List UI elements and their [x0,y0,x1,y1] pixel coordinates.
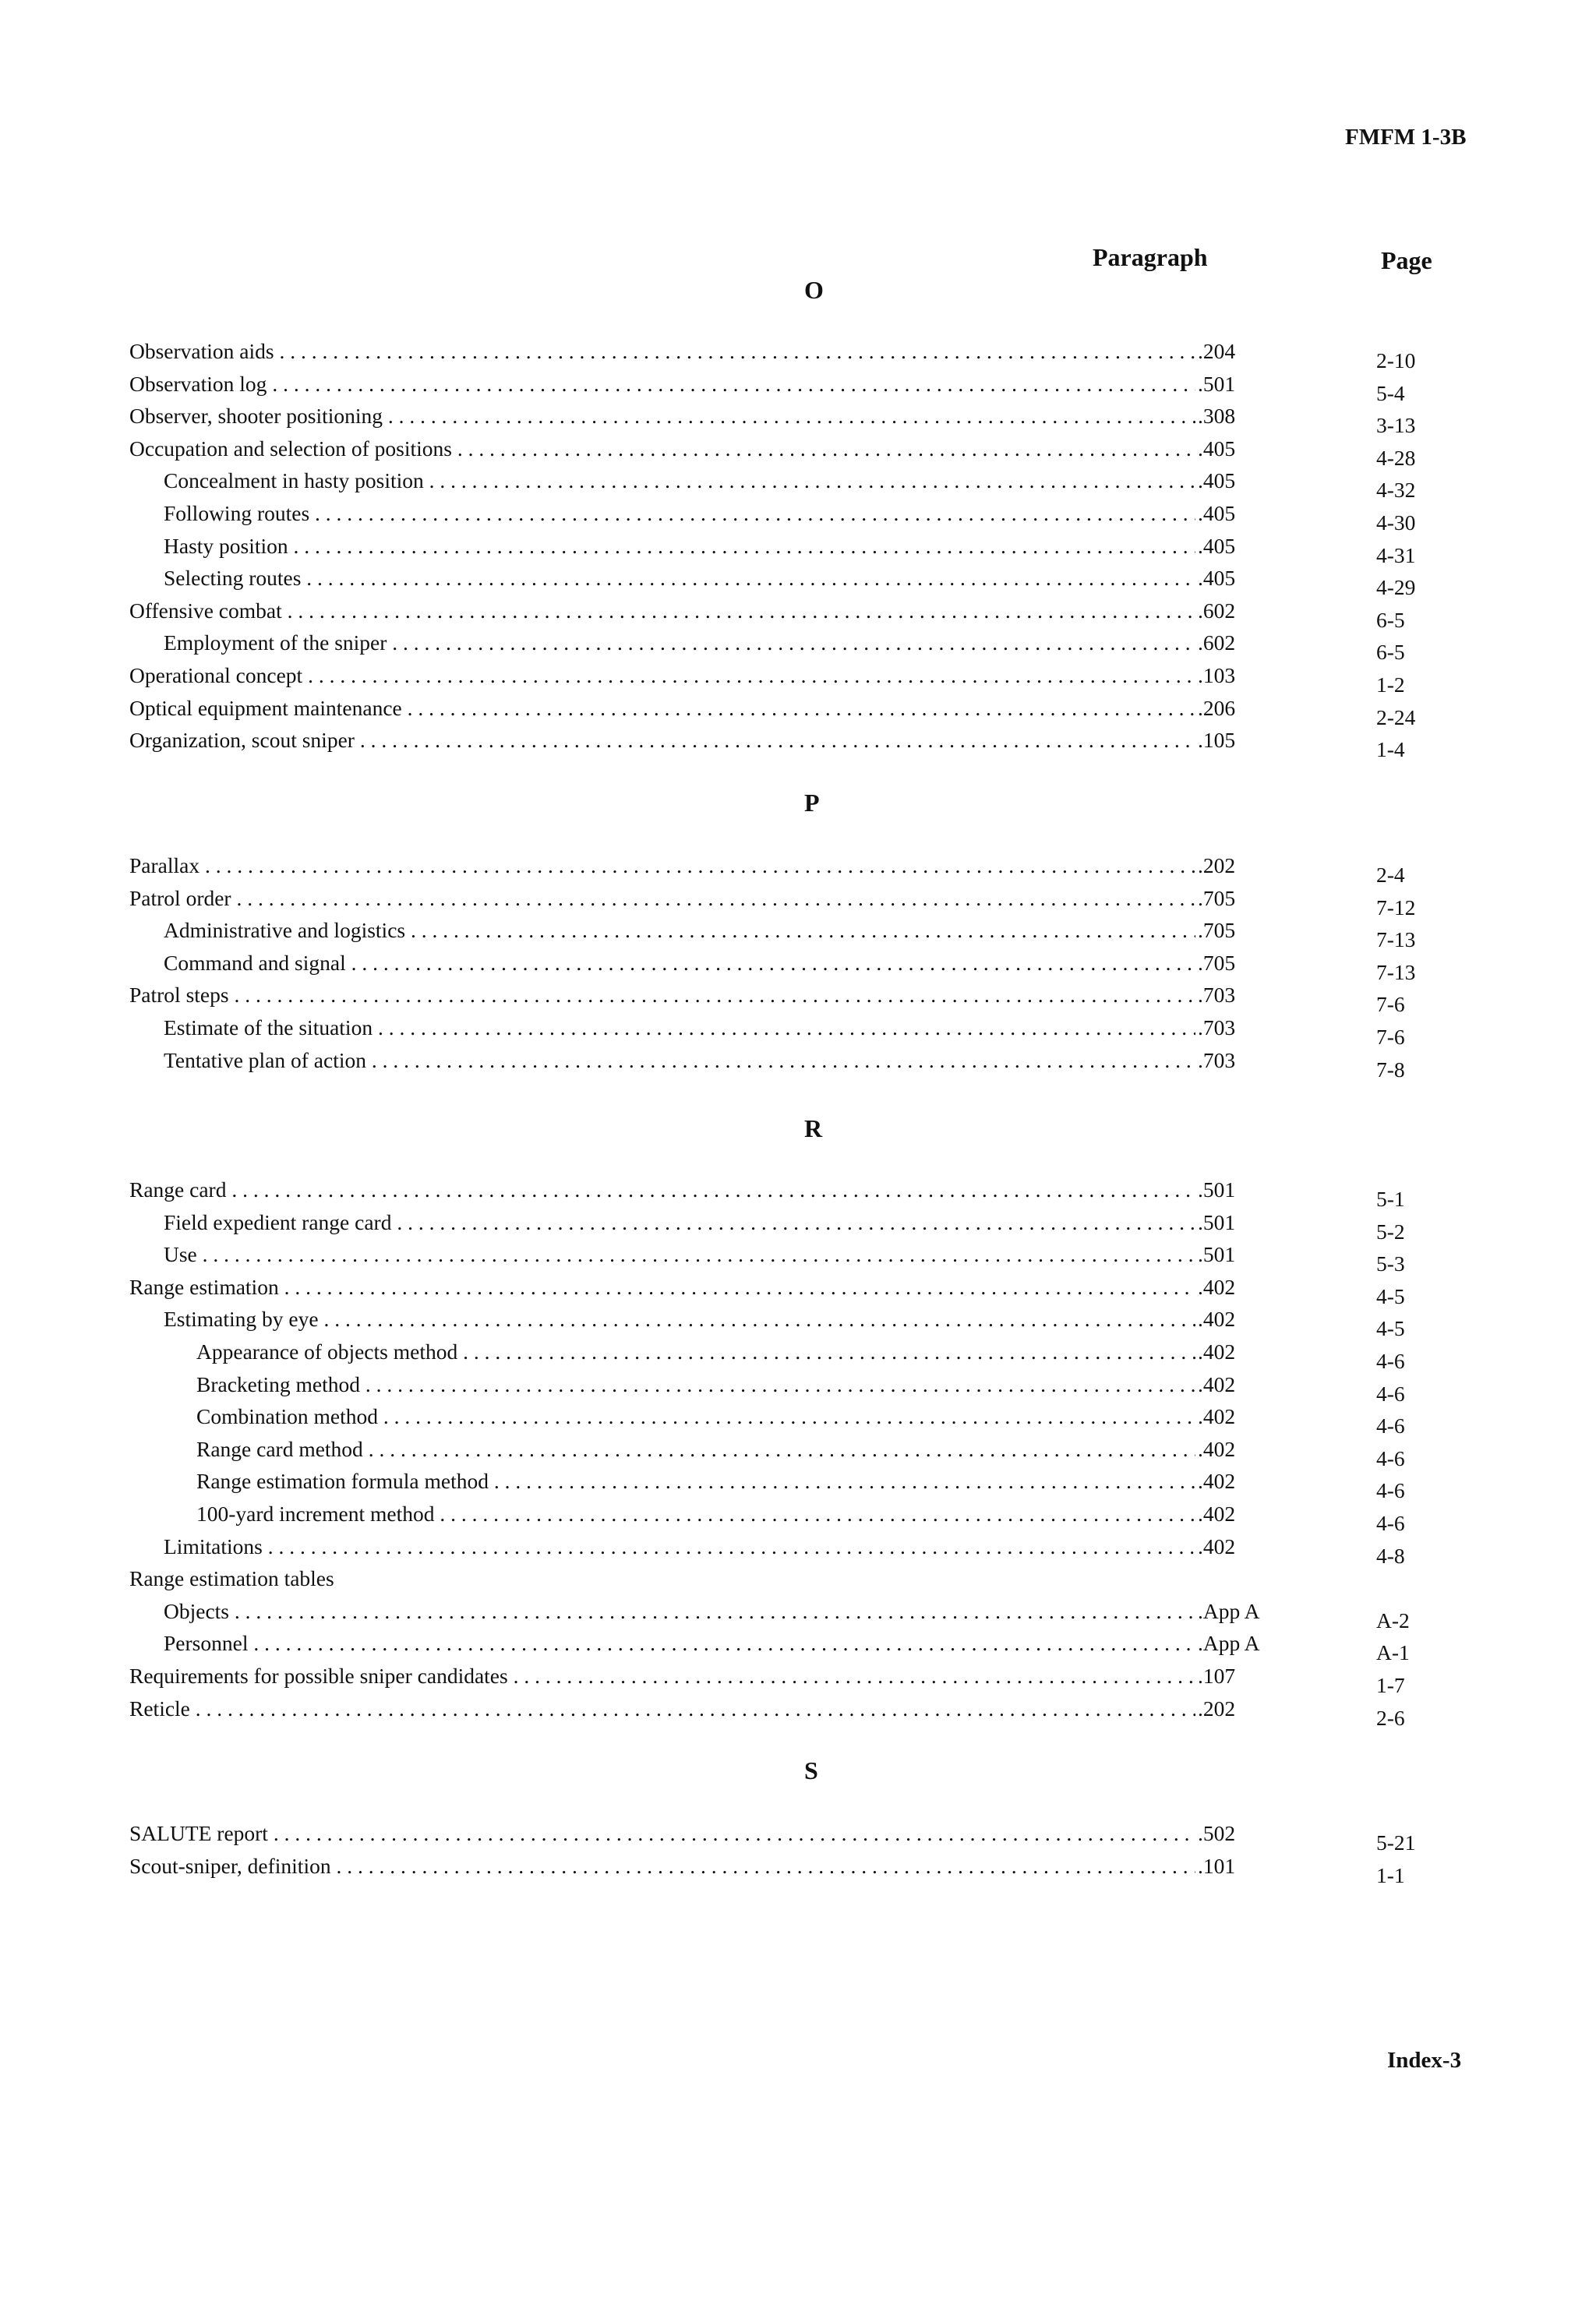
entry-paragraph: .206 [1195,695,1235,722]
entry-paragraph: .502 [1195,1820,1235,1847]
section-letter: O [804,276,824,304]
entry-page: 5-3 [1376,1251,1405,1276]
entry-page: 1-2 [1376,672,1405,697]
entry-term: Following routes . . . [129,500,1195,527]
entry-paragraph: .402 [1195,1274,1235,1301]
entry-page: 6-5 [1376,607,1405,632]
entry-page: 5-1 [1376,1187,1405,1211]
entry-paragraph: .107 [1195,1663,1235,1689]
entry-paragraph: .501 [1195,371,1235,397]
entry-term: Occupation and selection of positions . . . [129,436,1195,462]
entry-page: 4-6 [1376,1510,1405,1535]
document-id: FMFM 1-3B [1345,125,1467,150]
entry-page: 4-31 [1376,542,1416,567]
entry-paragraph: .405 [1195,500,1235,527]
entry-page: 4-29 [1376,575,1416,600]
entry-paragraph: .405 [1195,533,1235,559]
section-letter: P [804,789,820,817]
section-letter: S [804,1756,818,1784]
entry-paragraph: .105 [1195,727,1235,754]
entry-term: Bracketing method . . . [129,1371,1195,1398]
entry-term: Requirements for possible sniper candidates . . . [129,1663,1195,1689]
entry-paragraph: .402 [1195,1501,1235,1527]
entry-paragraph: .501 [1195,1209,1235,1236]
entry-paragraph: .405 [1195,436,1235,462]
entry-term: Organization, scout sniper . . . [129,727,1195,754]
entry-term: 100-yard increment method . . . [129,1501,1195,1527]
entry-paragraph: .402 [1195,1403,1235,1430]
entry-term: Administrative and logistics . . . [129,917,1195,944]
entry-term: Offensive combat . . . [129,598,1195,624]
entry-paragraph: .501 [1195,1241,1235,1268]
entry-page: 4-32 [1376,478,1416,503]
entry-page: 7-6 [1376,1024,1405,1049]
entry-page: 2-6 [1376,1705,1405,1730]
entry-paragraph: .405 [1195,565,1235,591]
entry-page: 3-13 [1376,413,1416,438]
entry-paragraph: .602 [1195,598,1235,624]
entry-term: Selecting routes . . . [129,565,1195,591]
entry-page: 2-24 [1376,704,1416,729]
entry-paragraph: .204 [1195,338,1235,365]
entry-term: Range estimation . . . [129,1274,1195,1301]
entry-term: Command and signal . . . [129,950,1195,976]
entry-term: Personnel . . . [129,1630,1195,1657]
entry-term: Patrol steps . . . [129,982,1195,1008]
entry-term: Observation log . . . [129,371,1195,397]
entry-page: 1-1 [1376,1862,1405,1887]
entry-term: Objects . . . [129,1598,1195,1625]
entry-page: 7-12 [1376,895,1416,919]
entry-paragraph: .402 [1195,1306,1235,1332]
entry-term: Range estimation formula method . . . [129,1468,1195,1495]
entry-page: A-2 [1376,1608,1410,1632]
entry-paragraph: .501 [1195,1177,1235,1203]
entry-page: 6-5 [1376,640,1405,665]
entry-page: 4-6 [1376,1445,1405,1470]
entry-page: 5-2 [1376,1219,1405,1244]
entry-term: Concealment in hasty position . . . [129,468,1195,494]
entry-page: 4-5 [1376,1283,1405,1308]
entry-paragraph: .101 [1195,1853,1235,1880]
entry-paragraph: .App A [1195,1630,1259,1657]
entry-paragraph: .703 [1195,982,1235,1008]
entry-page: 4-6 [1376,1414,1405,1438]
entry-paragraph: .202 [1195,1696,1235,1722]
entry-paragraph: .402 [1195,1371,1235,1398]
entry-page: 4-5 [1376,1316,1405,1341]
entry-paragraph: .703 [1195,1015,1235,1041]
entry-term: Optical equipment maintenance . . . [129,695,1195,722]
entry-term: SALUTE report . . . [129,1820,1195,1847]
entry-term: Combination method . . . [129,1403,1195,1430]
entry-page: 4-28 [1376,445,1416,470]
entry-paragraph: .App A [1195,1598,1259,1625]
entry-term: Observation aids . . . [129,338,1195,365]
entry-page: 1-7 [1376,1672,1405,1697]
entry-page: A-1 [1376,1640,1410,1665]
entry-paragraph: .402 [1195,1436,1235,1463]
entry-term: Patrol order . . . [129,885,1195,912]
entry-paragraph: .705 [1195,885,1235,912]
entry-term: Estimate of the situation . . . [129,1015,1195,1041]
entry-paragraph: .703 [1195,1047,1235,1074]
entry-term: Field expedient range card . . . [129,1209,1195,1236]
paragraph-column-header: Paragraph [1093,243,1208,271]
entry-term: Range estimation tables [129,1566,334,1591]
entry-term: Appearance of objects method . . . [129,1339,1195,1365]
entry-term: Hasty position . . . [129,533,1195,559]
entry-page: 5-21 [1376,1830,1416,1855]
entry-paragraph: .602 [1195,630,1235,656]
entry-term: Observer, shooter positioning . . . [129,403,1195,429]
entry-term: Estimating by eye . . . [129,1306,1195,1332]
entry-paragraph: .402 [1195,1468,1235,1495]
entry-term: Limitations . . . [129,1534,1195,1560]
entry-paragraph: .705 [1195,917,1235,944]
entry-page: 1-4 [1376,737,1405,762]
entry-page: 4-30 [1376,510,1416,535]
entry-page: 4-8 [1376,1543,1405,1568]
entry-term: Parallax . . . [129,852,1195,879]
entry-page: 2-10 [1376,348,1416,372]
entry-paragraph: .202 [1195,852,1235,879]
page-column-header: Page [1381,246,1432,274]
entry-paragraph: .402 [1195,1534,1235,1560]
entry-page: 7-13 [1376,927,1416,952]
entry-page: 7-13 [1376,959,1416,984]
entry-term: Range card method . . . [129,1436,1195,1463]
entry-page: 4-6 [1376,1381,1405,1406]
entry-page: 5-4 [1376,380,1405,405]
entry-paragraph: .402 [1195,1339,1235,1365]
entry-page: 7-8 [1376,1057,1405,1082]
entry-term: Operational concept . . . [129,662,1195,689]
section-letter: R [804,1114,823,1142]
entry-page: 4-6 [1376,1348,1405,1373]
entry-paragraph: .308 [1195,403,1235,429]
entry-term: Scout-sniper, definition . . . [129,1853,1195,1880]
entry-paragraph: .705 [1195,950,1235,976]
entry-term: Employment of the sniper . . . [129,630,1195,656]
entry-page: 4-6 [1376,1478,1405,1503]
entry-page: 7-6 [1376,992,1405,1017]
entry-paragraph: .405 [1195,468,1235,494]
page-number: Index-3 [1387,2048,1462,2073]
entry-term: Tentative plan of action . . . [129,1047,1195,1074]
entry-term: Use . . . [129,1241,1195,1268]
entry-page: 2-4 [1376,863,1405,887]
entry-term: Range card . . . [129,1177,1195,1203]
entry-term: Reticle . . . [129,1696,1195,1722]
entry-paragraph: .103 [1195,662,1235,689]
